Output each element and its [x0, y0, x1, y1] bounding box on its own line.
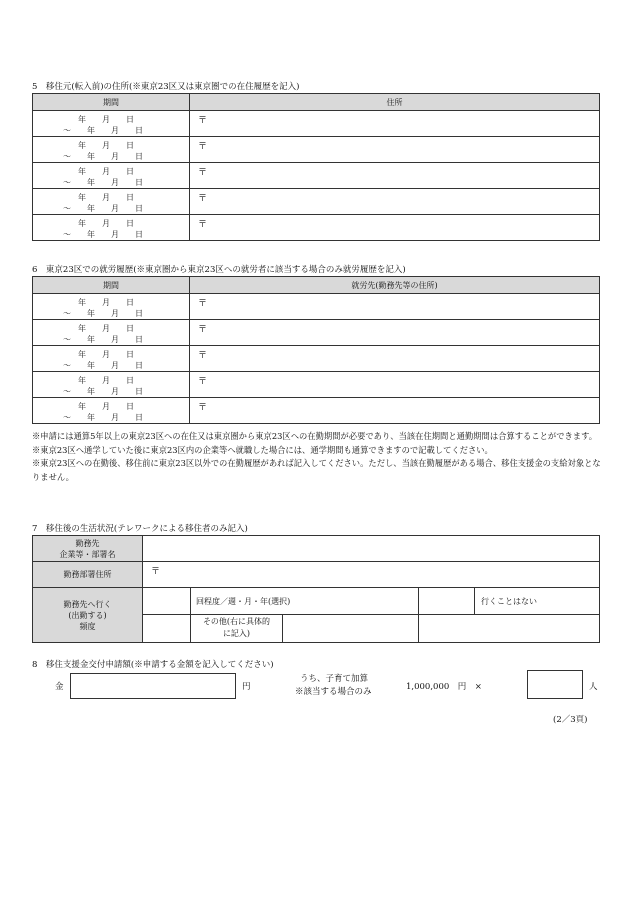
- period-from: 年 月 日: [78, 219, 134, 228]
- section5-col-period: 期間: [33, 94, 190, 111]
- section7-table: [32, 535, 600, 643]
- period-cell[interactable]: [33, 111, 190, 137]
- section8-heading: 8 移住支援金交付申請額(※申請する金額を記入してください): [32, 660, 274, 670]
- period-to: ～ 年 月 日: [63, 126, 143, 135]
- period-from: 年 月 日: [78, 167, 134, 176]
- workplace-field[interactable]: [190, 346, 600, 372]
- period-cell[interactable]: [33, 320, 190, 346]
- period-from: 年 月 日: [78, 298, 134, 307]
- table-row: [33, 346, 600, 372]
- postal-mark: 〒: [198, 116, 208, 126]
- office-address-field[interactable]: [143, 562, 600, 588]
- never-checkbox-field[interactable]: [419, 588, 475, 615]
- frequency-label-line2: (出勤する): [68, 610, 107, 620]
- period-to: ～ 年 月 日: [63, 230, 143, 239]
- period-to: ～ 年 月 日: [63, 178, 143, 187]
- table-row: [33, 398, 600, 424]
- period-to: ～ 年 月 日: [63, 152, 143, 161]
- employer-label-line1: 勤務先: [75, 538, 100, 548]
- period-cell[interactable]: [33, 137, 190, 163]
- postal-mark: 〒: [198, 220, 208, 230]
- workplace-field[interactable]: [190, 320, 600, 346]
- other-option-line2: に記入): [222, 629, 251, 638]
- section5-header-row: [33, 94, 600, 111]
- note-line: ※東京23区への在勤後、移住前に東京23区以外での在勤履歴があれば記入してください。ただし、当該在勤履歴がある場合、移住支援金の支給対象となりません。: [32, 458, 601, 482]
- persons-label: 人: [589, 682, 598, 692]
- postal-mark: 〒: [198, 377, 208, 387]
- section6-col-workplace: 就労先(勤務先等の住所): [190, 277, 600, 294]
- child-amount: 1,000,000 円 ×: [406, 682, 482, 692]
- section5-heading: 5 移住元(転入前)の住所(※東京23区又は東京圏での在住履歴を記入): [32, 82, 300, 92]
- period-from: 年 月 日: [78, 324, 134, 333]
- period-from: 年 月 日: [78, 115, 134, 124]
- postal-mark: 〒: [198, 194, 208, 204]
- frequency-count-field[interactable]: [143, 588, 191, 615]
- other-option-line1: その他(右に具体的: [202, 617, 271, 626]
- period-cell[interactable]: [33, 372, 190, 398]
- amount-input[interactable]: [70, 673, 236, 699]
- postal-mark: 〒: [198, 325, 208, 335]
- postal-mark: 〒: [198, 351, 208, 361]
- note-line: ※東京23区へ通学していた後に東京23区内の企業等へ就職した場合には、通学期間も通算できますので記載してください。: [32, 444, 493, 455]
- section5-col-address: 住所: [190, 94, 600, 111]
- employer-field[interactable]: [143, 536, 600, 562]
- persons-input[interactable]: [527, 670, 583, 699]
- other-option[interactable]: [191, 615, 419, 643]
- period-cell[interactable]: [33, 398, 190, 424]
- yen-label: 円: [242, 682, 251, 692]
- postal-mark: 〒: [198, 403, 208, 413]
- never-option[interactable]: 行くことはない: [475, 588, 600, 615]
- section5-table: [32, 93, 600, 241]
- period-cell[interactable]: [33, 215, 190, 241]
- postal-mark: 〒: [151, 567, 161, 577]
- frequency-unit-option[interactable]: 回程度／週・月・年(選択): [191, 588, 419, 615]
- postal-mark: 〒: [198, 142, 208, 152]
- table-row: [33, 294, 600, 320]
- section6-table: [32, 276, 600, 424]
- period-cell[interactable]: [33, 346, 190, 372]
- address-field[interactable]: [190, 163, 600, 189]
- other-spacer: [143, 615, 191, 643]
- note-line: ※申請には通算5年以上の東京23区への在住又は東京圏から東京23区への在勤期間が必要であり、当該在住期間と通勤期間は合算することができます。: [32, 431, 598, 441]
- period-from: 年 月 日: [78, 402, 134, 411]
- period-from: 年 月 日: [78, 193, 134, 202]
- section6-col-period: 期間: [33, 277, 190, 294]
- period-cell[interactable]: [33, 163, 190, 189]
- section6-header-row: [33, 277, 600, 294]
- child-addition-note: ※該当する場合のみ: [295, 687, 372, 697]
- workplace-field[interactable]: [190, 294, 600, 320]
- kin-label: 金: [55, 682, 64, 692]
- frequency-label: [33, 588, 143, 643]
- period-cell[interactable]: [33, 189, 190, 215]
- employer-label: [33, 536, 143, 562]
- section7-heading: 7 移住後の生活状況(テレワークによる移住者のみ記入): [32, 524, 248, 534]
- workplace-field[interactable]: [190, 398, 600, 424]
- postal-mark: 〒: [198, 168, 208, 178]
- table-row: [33, 189, 600, 215]
- period-to: ～ 年 月 日: [63, 361, 143, 370]
- table-row: [33, 320, 600, 346]
- address-field[interactable]: [190, 215, 600, 241]
- period-cell[interactable]: [33, 294, 190, 320]
- address-field[interactable]: [190, 137, 600, 163]
- other-detail-field[interactable]: [419, 615, 600, 643]
- notes: [32, 430, 602, 484]
- page-number: (2／3頁): [553, 715, 588, 725]
- period-to: ～ 年 月 日: [63, 204, 143, 213]
- period-to: ～ 年 月 日: [63, 309, 143, 318]
- child-addition-label: うち、子育て加算: [300, 674, 369, 684]
- frequency-label-line3: 頻度: [79, 621, 96, 631]
- period-from: 年 月 日: [78, 141, 134, 150]
- address-field[interactable]: [190, 189, 600, 215]
- table-row: [33, 137, 600, 163]
- frequency-label-line1: 勤務先へ行く: [63, 599, 112, 609]
- office-address-label: 勤務部署住所: [33, 562, 143, 588]
- period-to: ～ 年 月 日: [63, 335, 143, 344]
- table-row: [33, 111, 600, 137]
- table-row: [33, 215, 600, 241]
- table-row: [33, 163, 600, 189]
- period-from: 年 月 日: [78, 350, 134, 359]
- table-row: [33, 372, 600, 398]
- address-field[interactable]: [190, 111, 600, 137]
- period-to: ～ 年 月 日: [63, 413, 143, 422]
- period-to: ～ 年 月 日: [63, 387, 143, 396]
- postal-mark: 〒: [198, 299, 208, 309]
- workplace-field[interactable]: [190, 372, 600, 398]
- section6-heading: 6 東京23区での就労履歴(※東京圏から東京23区への就労者に該当する場合のみ就労履歴を記入): [32, 265, 406, 275]
- period-from: 年 月 日: [78, 376, 134, 385]
- employer-label-line2: 企業等・部署名: [59, 549, 116, 559]
